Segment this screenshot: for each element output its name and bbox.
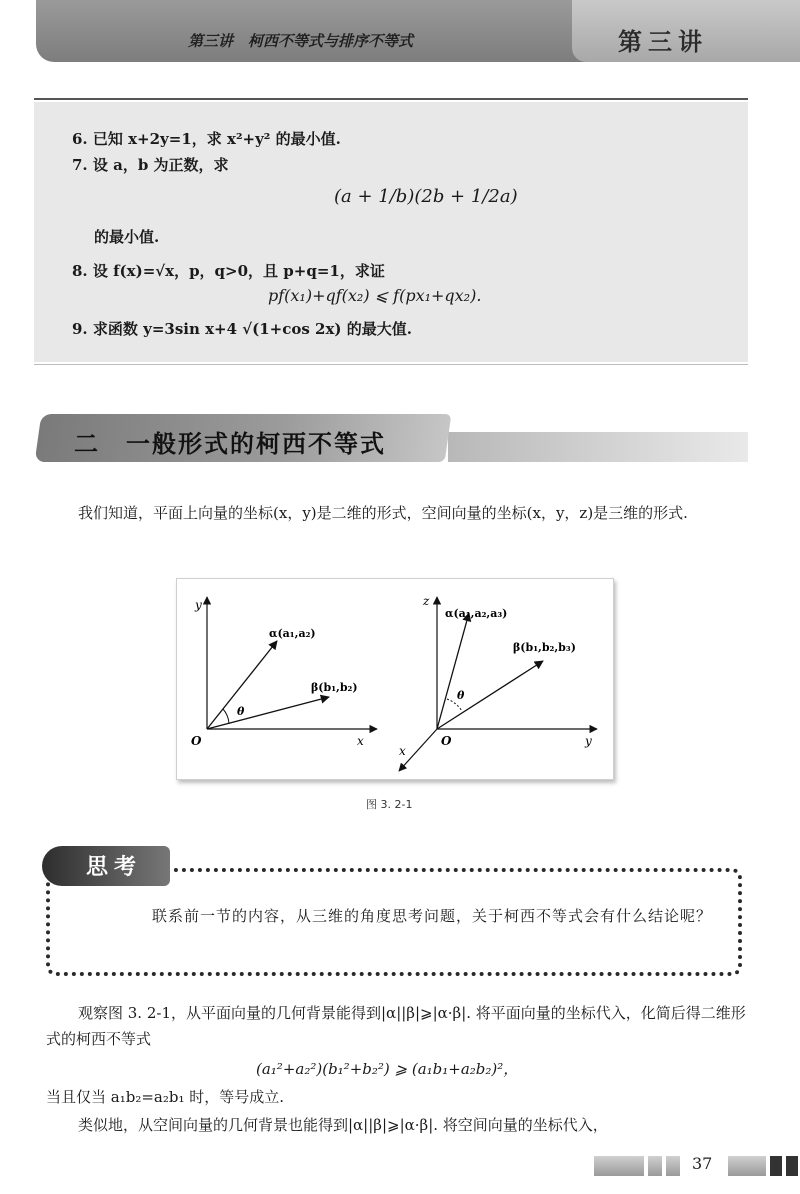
left-x-label: x [357, 734, 364, 748]
right-theta-label: θ [457, 689, 465, 702]
exercise-bottom-rule [34, 364, 748, 365]
left-alpha-label: α(a₁,a₂) [269, 627, 316, 640]
page-number: 37 [692, 1154, 713, 1173]
exercise-7: 7. 设 a，b 为正数，求 [72, 156, 229, 174]
section-title: 二 一般形式的柯西不等式 [74, 430, 386, 458]
right-x-label: x [399, 744, 406, 758]
left-y-label: y [195, 598, 202, 612]
right-beta-label: β(b₁,b₂,b₃) [513, 641, 576, 654]
footer-bar-3 [666, 1156, 680, 1176]
chapter-header-title: 第三讲 柯西不等式与排序不等式 [188, 32, 414, 50]
chapter-tab [572, 0, 800, 62]
chapter-tab-label: 第三讲 [618, 28, 708, 56]
exercise-8-formula: pf(x₁)+qf(x₂) ⩽ f(px₁+qx₂). [268, 286, 482, 305]
footer-bar-1 [594, 1156, 644, 1176]
right-z-label: z [423, 594, 430, 608]
footer-bar-2 [648, 1156, 662, 1176]
exercise-7-tail: 的最小值. [94, 228, 160, 246]
think-body: 联系前一节的内容，从三维的角度思考问题，关于柯西不等式会有什么结论呢？ [152, 907, 713, 925]
figure-3-2-1 [176, 578, 614, 780]
header-rule [34, 98, 748, 100]
similar-paragraph: 类似地，从空间向量的几何背景也能得到|α||β|⩾|α·β|. 将空间向量的坐标代入， [78, 1116, 608, 1134]
footer-bar-4 [728, 1156, 766, 1176]
observe-paragraph: 观察图 3. 2-1，从平面向量的几何背景能得到|α||β|⩾|α·β|. 将平面向量的坐标代入，化简后得二维形式的柯西不等式 [46, 1004, 746, 1048]
exercise-7-formula: (a + 1/b)(2b + 1/2a) [334, 186, 518, 207]
footer-bar-6 [786, 1156, 798, 1176]
exercise-box [34, 102, 748, 362]
exercise-9: 9. 求函数 y=3sin x+4 √(1+cos 2x) 的最大值. [72, 320, 412, 338]
cauchy-2d-inequality: (a₁²+a₂²)(b₁²+b₂²) ⩾ (a₁b₁+a₂b₂)²， [256, 1060, 519, 1078]
right-origin-label: O [441, 734, 452, 748]
figure-caption: 图 3. 2-1 [366, 798, 413, 811]
left-theta-label: θ [237, 705, 245, 718]
left-beta-label: β(b₁,b₂) [311, 681, 358, 694]
think-label: 思考 [86, 855, 143, 880]
left-origin-label: O [191, 734, 202, 748]
exercise-8: 8. 设 f(x)=√x，p，q>0，且 p+q=1，求证 [72, 262, 385, 280]
intro-paragraph: 我们知道，平面上向量的坐标(x，y)是二维的形式，空间向量的坐标(x，y，z)是三维的形式. [78, 504, 688, 522]
left-theta-arc [223, 709, 229, 724]
footer-bar-5 [770, 1156, 782, 1176]
right-alpha-label: α(a₁,a₂,a₃) [445, 607, 508, 620]
vector-diagram [177, 579, 613, 779]
exercise-6: 6. 已知 x+2y=1，求 x²+y² 的最小值. [72, 130, 341, 148]
right-y-label: y [585, 734, 592, 748]
equality-condition: 当且仅当 a₁b₂=a₂b₁ 时，等号成立. [46, 1088, 285, 1106]
section-banner-tail [448, 432, 748, 462]
left-beta-vector [207, 697, 329, 729]
